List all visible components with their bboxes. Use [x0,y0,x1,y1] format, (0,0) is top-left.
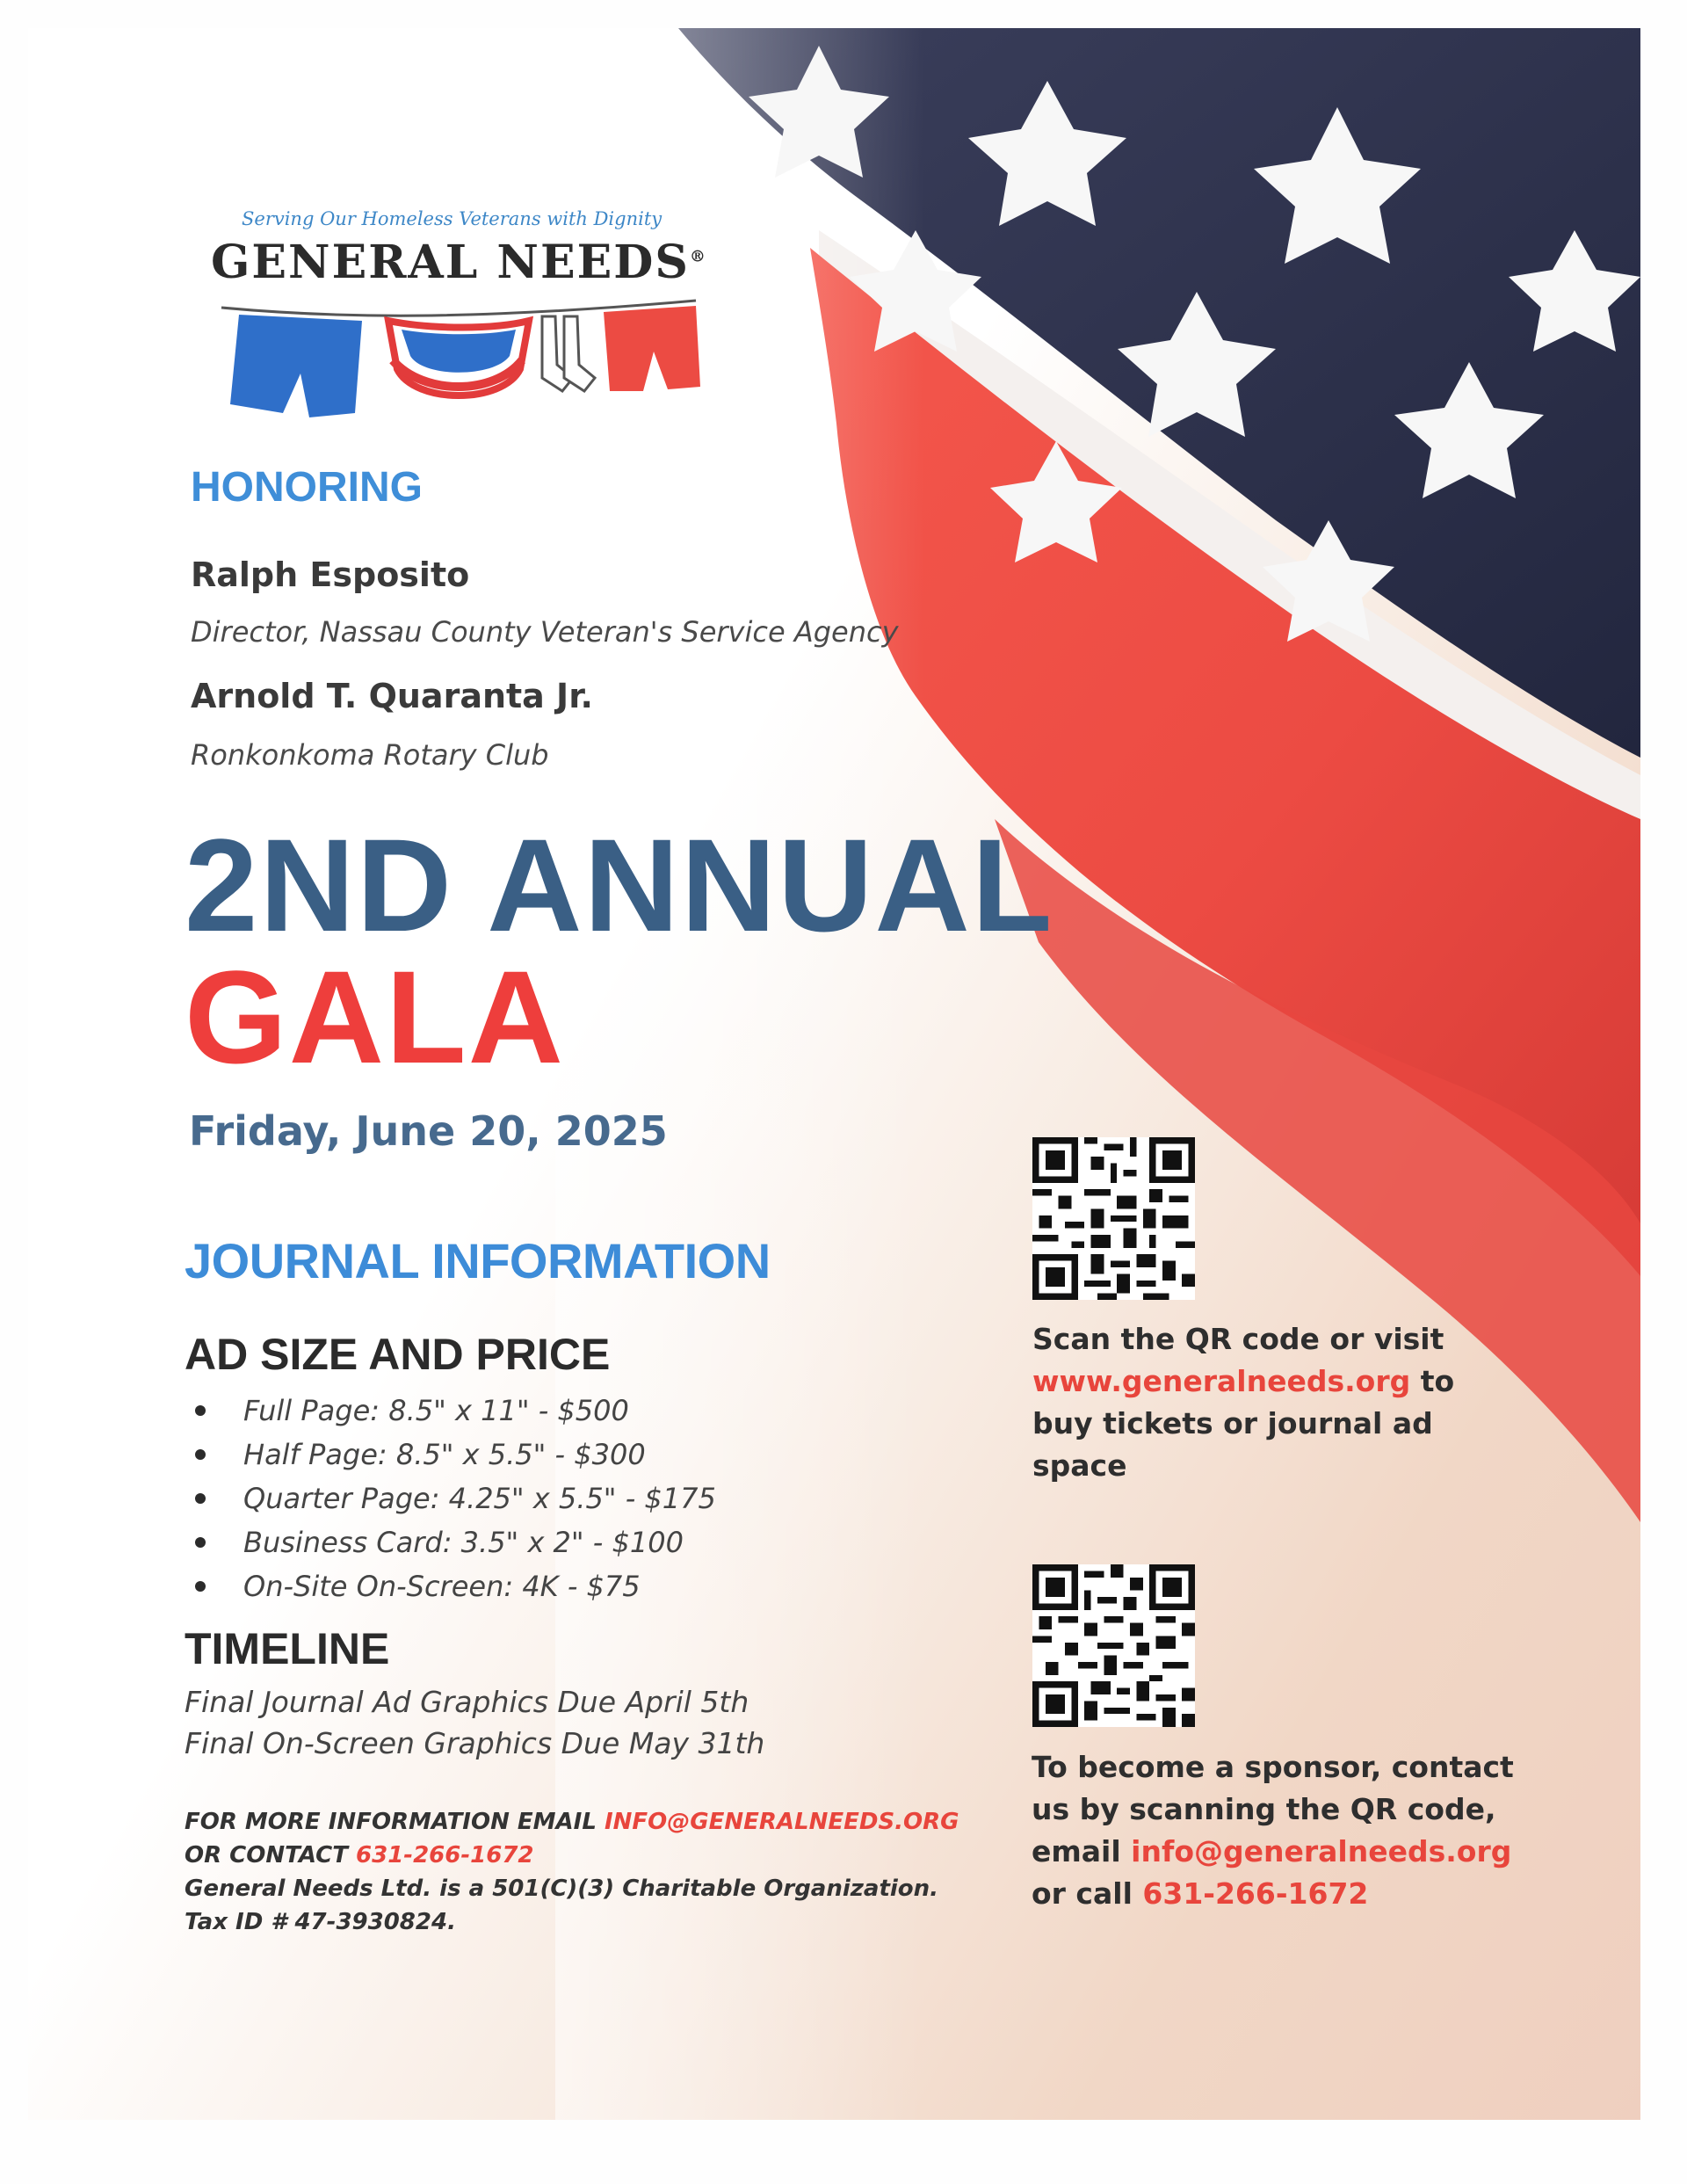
contact-email-link[interactable]: INFO@GENERALNEEDS.ORG [604,1809,959,1835]
bullet-icon [195,1449,206,1460]
contact-phone-link[interactable]: 631-266-1672 [356,1842,534,1868]
timeline-item: Final On-Screen Graphics Due May 31th [185,1726,765,1760]
timeline-item: Final Journal Ad Graphics Due April 5th [185,1685,749,1719]
honoree-title: Ronkonkoma Rotary Club [191,738,549,772]
website-link[interactable]: www.generalneeds.org [1032,1364,1411,1398]
honoree-name: Arnold T. Quaranta Jr. [191,677,593,715]
price-item-text: Half Page: 8.5" x 5.5" - $300 [243,1438,646,1471]
event-title-line2: GALA [185,943,565,1091]
price-item-text: Quarter Page: 4.25" x 5.5" - $175 [243,1482,716,1515]
sponsor-text-mid: or call [1032,1876,1143,1911]
logo-tagline: Serving Our Homeless Veterans with Dignity [242,208,662,229]
sponsor-text-start: To become a sponsor, contact us by scanning the QR code, email [1032,1750,1514,1868]
list-item [195,1520,716,1564]
bullet-icon [195,1405,206,1416]
price-item-text: Full Page: 8.5" x 11" - $500 [243,1394,629,1427]
charity-statement: General Needs Ltd. is a 501(C)(3) Charitable Organization. [185,1876,939,1902]
list-item [195,1564,716,1608]
honoree-title: Director, Nassau County Veteran's Service Agency [191,615,899,649]
registered-mark: ® [689,247,707,266]
tax-id: Tax ID # 47-3930824. [185,1909,456,1935]
clothesline-logo-icon [204,281,713,431]
contact-line-email [185,1805,959,1839]
contact-info [185,1805,959,1939]
qr-code-tickets-icon[interactable] [1032,1137,1195,1300]
price-item-text: On-Site On-Screen: 4K - $75 [243,1570,641,1603]
sponsor-phone-link[interactable]: 631-266-1672 [1142,1876,1369,1911]
tickets-text-start: Scan the QR code or visit [1032,1322,1444,1356]
timeline-heading: TIMELINE [185,1624,390,1673]
logo-name-text: GENERAL NEEDS [211,236,690,289]
journal-heading: JOURNAL INFORMATION [185,1233,771,1288]
qr-code-sponsor-icon[interactable] [1032,1564,1195,1727]
tickets-info [1032,1318,1489,1487]
list-item [195,1433,716,1477]
price-list [195,1389,716,1608]
event-title-line1: 2ND ANNUAL [185,811,1054,959]
ad-size-heading: AD SIZE AND PRICE [185,1330,611,1379]
contact-email-prefix: FOR MORE INFORMATION EMAIL [185,1809,605,1835]
honoring-heading: HONORING [191,464,423,511]
honoree-name: Ralph Esposito [191,555,470,594]
tickets-text-end: to buy tickets or journal ad space [1032,1364,1455,1483]
bullet-icon [195,1581,206,1592]
list-item [195,1389,716,1433]
sponsor-info [1032,1746,1524,1915]
contact-line-phone [185,1839,959,1872]
list-item [195,1477,716,1520]
gala-flyer [28,28,1640,2120]
contact-phone-prefix: OR CONTACT [185,1842,357,1868]
event-date: Friday, June 20, 2025 [189,1107,668,1155]
bullet-icon [195,1493,206,1504]
sponsor-email-link[interactable]: info@generalneeds.org [1131,1834,1512,1868]
price-item-text: Business Card: 3.5" x 2" - $100 [243,1526,684,1559]
bullet-icon [195,1537,206,1548]
